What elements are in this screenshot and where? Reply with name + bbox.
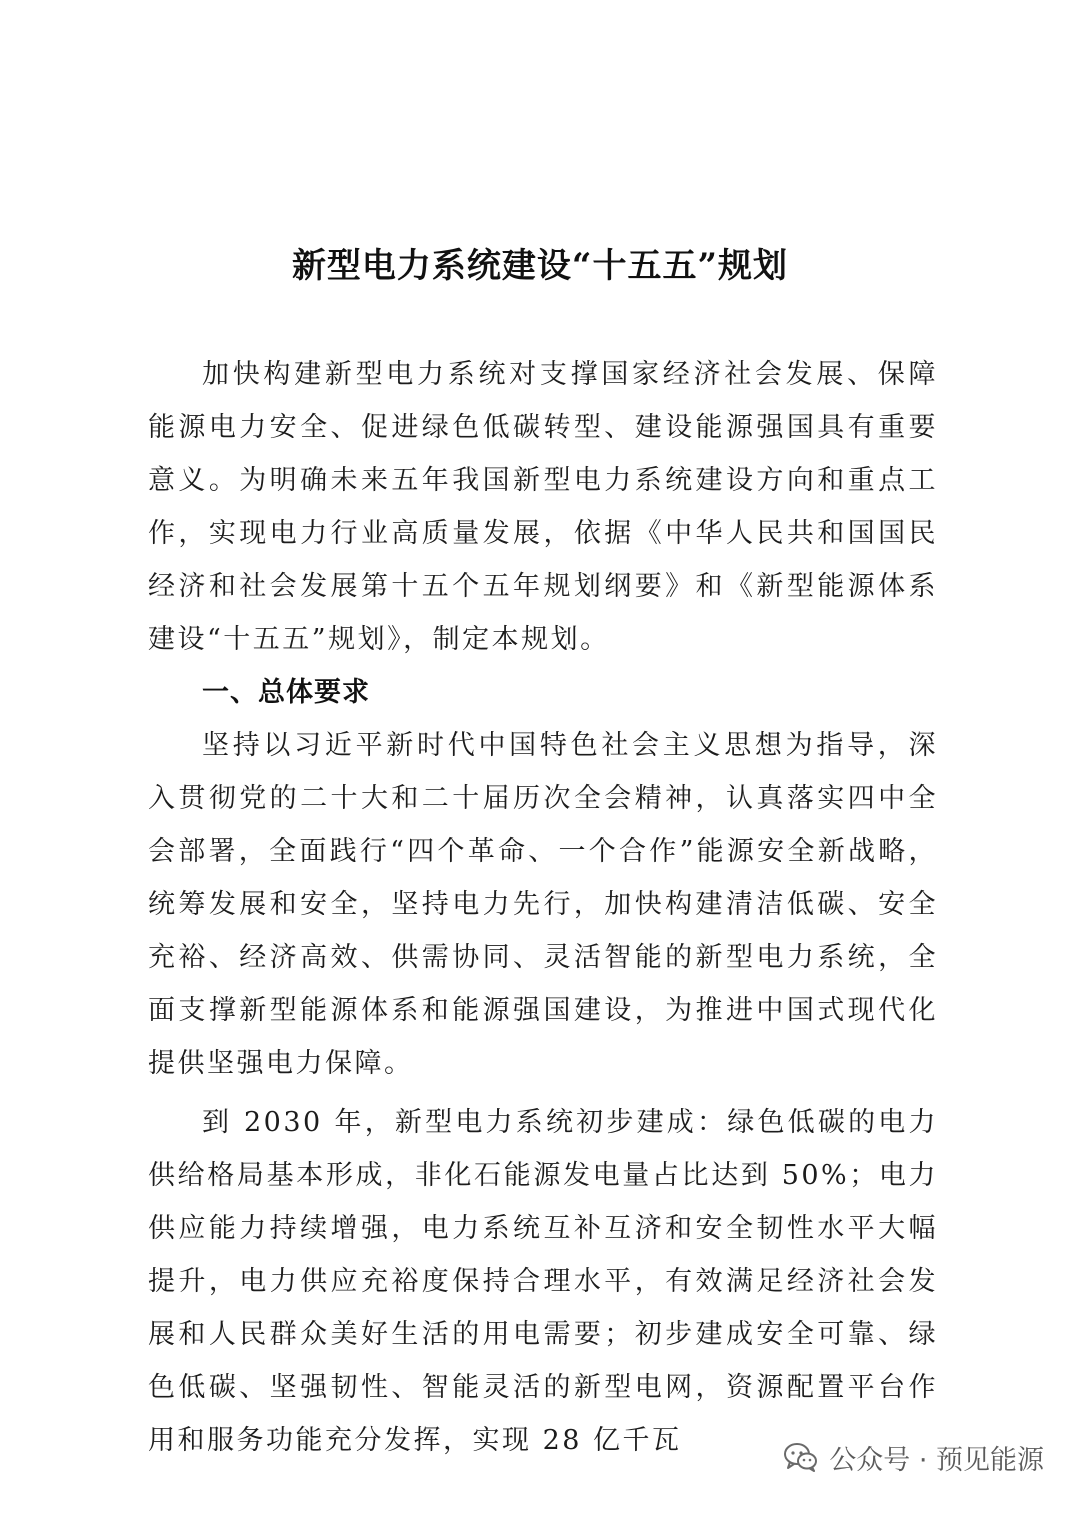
document-body [148,348,938,1467]
section-heading-general-requirements: 一、总体要求 [202,677,370,708]
wechat-icon [783,1442,819,1472]
paragraph-2030-goals: 到 2030 年，新型电力系统初步建成：绿色低碳的电力供给格局基本形成，非化石能源发电量占比达到 50%；电力供应能力持续增强，电力系统互补互济和安全韧性水平大幅提升，电力供应充裕度保持合理水平，有效满足经济社会发展和人民群众美好生活的用电需要；初步建成安全可靠、绿色低碳、坚强韧性、智能灵活的新型电网，资源配置平台作用和服务功能充分发挥，实现 28 亿千瓦 [148,1107,938,1456]
watermark-text: 公众号 · 预见能源 [829,1444,1044,1476]
paragraph-guiding-principle: 坚持以习近平新时代中国特色社会主义思想为指导，深入贯彻党的二十大和二十届历次全会精神，认真落实四中全会部署，全面践行“四个革命、一个合作”能源安全新战略，统筹发展和安全，坚持电力先行，加快构建清洁低碳、安全充裕、经济高效、供需协同、灵活智能的新型电力系统，全面支撑新型能源体系和能源强国建设，为推进中国式现代化提供坚强电力保障。 [148,730,938,1079]
document-title: 新型电力系统建设“十五五”规划 [291,246,789,286]
watermark [783,1437,1044,1477]
paragraph-intro: 加快构建新型电力系统对支撑国家经济社会发展、保障能源电力安全、促进绿色低碳转型、建设能源强国具有重要意义。为明确未来五年我国新型电力系统建设方向和重点工作，实现电力行业高质量发展，依据《中华人民共和国国民经济和社会发展第十五个五年规划纲要》和《新型能源体系建设“十五五”规划》，制定本规划。 [148,359,938,655]
